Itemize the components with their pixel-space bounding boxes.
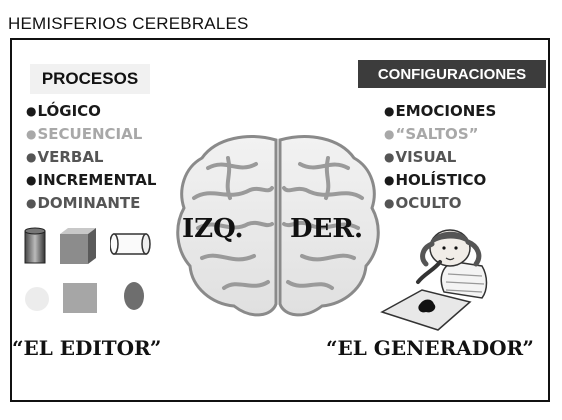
list-item: ● VERBAL bbox=[26, 146, 156, 169]
configuraciones-header: CONFIGURACIONES bbox=[358, 60, 546, 88]
left-hemisphere-list bbox=[26, 100, 156, 215]
list-item: ● VISUAL bbox=[384, 146, 496, 169]
page-title: HEMISFERIOS CEREBRALES bbox=[8, 14, 249, 33]
circle-icon bbox=[24, 286, 50, 312]
el-editor-caption: “EL EDITOR” bbox=[12, 336, 162, 360]
list-item: ● LÓGICO bbox=[26, 100, 156, 123]
right-hemisphere-list bbox=[384, 100, 496, 215]
list-item: ● DOMINANTE bbox=[26, 192, 156, 215]
ellipse-icon bbox=[122, 280, 146, 312]
cube-icon bbox=[58, 226, 100, 266]
list-item: ● HOLÍSTICO bbox=[384, 169, 496, 192]
el-generador-caption: “EL GENERADOR” bbox=[326, 336, 534, 360]
list-item: ● SECUENCIAL bbox=[26, 123, 156, 146]
procesos-header: PROCESOS bbox=[30, 64, 150, 94]
list-item: ● OCULTO bbox=[384, 192, 496, 215]
list-item: ● “SALTOS” bbox=[384, 123, 496, 146]
cylinder-icon bbox=[22, 226, 48, 266]
list-item: ● INCREMENTAL bbox=[26, 169, 156, 192]
square-icon bbox=[62, 282, 98, 314]
thinking-girl-icon bbox=[378, 218, 498, 332]
list-item: ● EMOCIONES bbox=[384, 100, 496, 123]
horizontal-cylinder-icon bbox=[110, 230, 152, 258]
left-hemisphere-label: IZQ. bbox=[182, 214, 244, 244]
right-hemisphere-label: DER. bbox=[290, 214, 364, 244]
